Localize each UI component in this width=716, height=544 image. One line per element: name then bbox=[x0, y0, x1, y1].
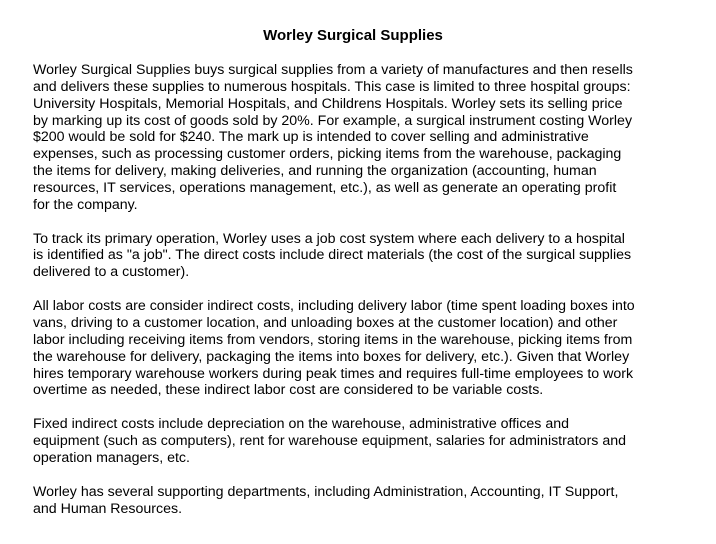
text-line: the items for delivery, making deliveries, and running the organization (accounting, human bbox=[33, 163, 597, 180]
text-line: overtime as needed, these indirect labor cost are considered to be variable costs. bbox=[33, 382, 544, 399]
page-title: Worley Surgical Supplies bbox=[263, 27, 443, 44]
text-line: delivered to a customer). bbox=[33, 264, 190, 281]
text-line: Worley has several supporting departments, including Administration, Accounting, IT Support, bbox=[33, 483, 619, 500]
paragraph-overview bbox=[33, 62, 673, 214]
text-line: and Human Resources. bbox=[33, 500, 183, 517]
text-line: hires temporary warehouse workers during peak times and requires full-time employees to work bbox=[33, 365, 634, 382]
text-line: University Hospitals, Memorial Hospitals, and Childrens Hospitals. Worley sets its selling price bbox=[33, 95, 623, 112]
paragraph-supporting-departments bbox=[33, 484, 673, 518]
document-page bbox=[33, 26, 673, 534]
paragraph-labor-costs bbox=[33, 298, 673, 399]
text-line: expenses, such as processing customer orders, picking items from the warehouse, packaging bbox=[33, 146, 622, 163]
text-line: by marking up its cost of goods sold by 20%. For example, a surgical instrument costing Worley bbox=[33, 112, 633, 129]
text-line: and delivers these supplies to numerous hospitals. This case is limited to three hospital groups: bbox=[33, 78, 631, 95]
text-line: is identified as "a job". The direct costs include direct materials (the cost of the surgical supplies bbox=[33, 247, 632, 264]
paragraph-fixed-indirect-costs bbox=[33, 416, 673, 467]
text-line: Fixed indirect costs include depreciation on the warehouse, administrative offices and bbox=[33, 416, 570, 433]
text-line: labor including receiving items from vendors, storing items in the warehouse, picking items from bbox=[33, 331, 633, 348]
text-line: To track its primary operation, Worley uses a job cost system where each delivery to a hospital bbox=[33, 230, 625, 247]
text-line: $200 would be sold for $240. The mark up is intended to cover selling and administrative bbox=[33, 129, 589, 146]
text-line: vans, driving to a customer location, and unloading boxes at the customer location) and other bbox=[33, 314, 618, 331]
text-line: operation managers, etc. bbox=[33, 449, 190, 466]
text-line: resources, IT services, operations management, etc.), as well as generate an operating profit bbox=[33, 179, 617, 196]
text-line: the warehouse for delivery, packaging the items into boxes for delivery, etc.). Given that Worley bbox=[33, 348, 630, 365]
text-line: for the company. bbox=[33, 196, 138, 213]
text-line: Worley Surgical Supplies buys surgical supplies from a variety of manufactures and then resells bbox=[33, 62, 633, 78]
paragraph-job-cost-system bbox=[33, 231, 673, 282]
text-line: All labor costs are consider indirect costs, including delivery labor (time spent loading boxes into bbox=[33, 298, 635, 315]
text-line: equipment (such as computers), rent for warehouse equipment, salaries for administrators and bbox=[33, 433, 627, 450]
